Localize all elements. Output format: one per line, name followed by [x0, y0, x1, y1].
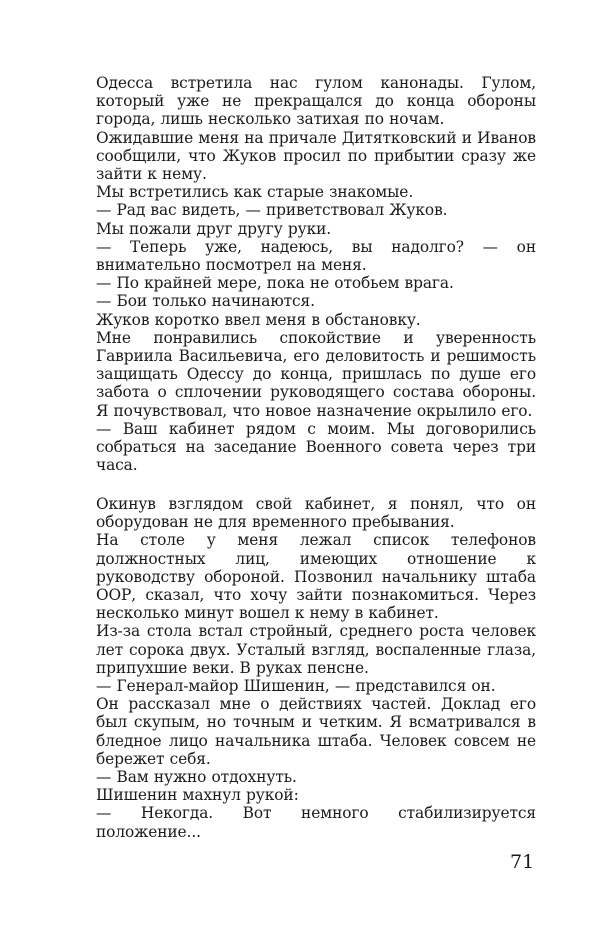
paragraph: — Некогда. Вот немного стабилизируется положение...	[96, 804, 536, 841]
paragraph: Окинув взглядом свой кабинет, я понял, что он оборудован не для временного пребывания.	[96, 495, 536, 532]
paragraph: Мы пожали друг другу руки.	[96, 219, 332, 238]
paragraph: Шишенин махнул рукой:	[96, 786, 299, 805]
text-section-1	[96, 74, 536, 474]
paragraph: Жуков коротко ввел меня в обстановку.	[96, 310, 421, 329]
paragraph: На столе у меня лежал список телефонов должностных лиц, имеющих отношение к руководству обороной. Позвонил начальнику штаба ООР, сказал, что хочу зайти познакомиться. Через несколько минут вошел к нему в кабинет.	[96, 531, 536, 623]
text-section-2	[96, 495, 536, 841]
paragraph: Одесса встретила нас гулом канонады. Гулом, который уже не прекращался до конца обороны города, лишь несколько затихая по ночам.	[96, 74, 536, 129]
page-number: 71	[510, 851, 535, 873]
paragraph: — Ваш кабинет рядом с моим. Мы договорились собраться на заседание Военного совета через три часа.	[96, 419, 536, 475]
paragraph: — Рад вас видеть, — приветствовал Жуков.	[96, 201, 448, 220]
paragraph: Он рассказал мне о действиях частей. Доклад его был скупым, но точным и четким. Я всматривался в бледное лицо начальника штаба. Человек совсем не бережет себя.	[96, 695, 536, 768]
paragraph: — Бои только начинаются.	[96, 292, 315, 311]
paragraph: — Генерал-майор Шишенин, — представился он.	[96, 677, 496, 696]
paragraph: Мы встретились как старые знакомые.	[96, 183, 414, 202]
paragraph: — По крайней мере, пока не отобьем врага.	[96, 274, 454, 293]
paragraph: Ожидавшие меня на причале Дитятковский и Иванов сообщили, что Жуков просил по прибытии сразу же зайти к нему.	[96, 128, 536, 184]
paragraph: — Теперь уже, надеюсь, вы надолго? — он внимательно посмотрел на меня.	[96, 237, 536, 275]
paragraph: — Вам нужно отдохнуть.	[96, 768, 297, 787]
paragraph: Мне понравились спокойствие и уверенность Гавриила Васильевича, его деловитость и решимость защищать Одессу до конца, пришлась по душе его забота о сплочении руководящего состава обороны. Я почувствовал, что новое назначение окрылило его.	[96, 328, 536, 420]
paragraph: Из-за стола встал стройный, среднего роста человек лет сорока двух. Усталый взгляд, воспаленные глаза, припухшие веки. В руках пенсне.	[96, 622, 536, 677]
